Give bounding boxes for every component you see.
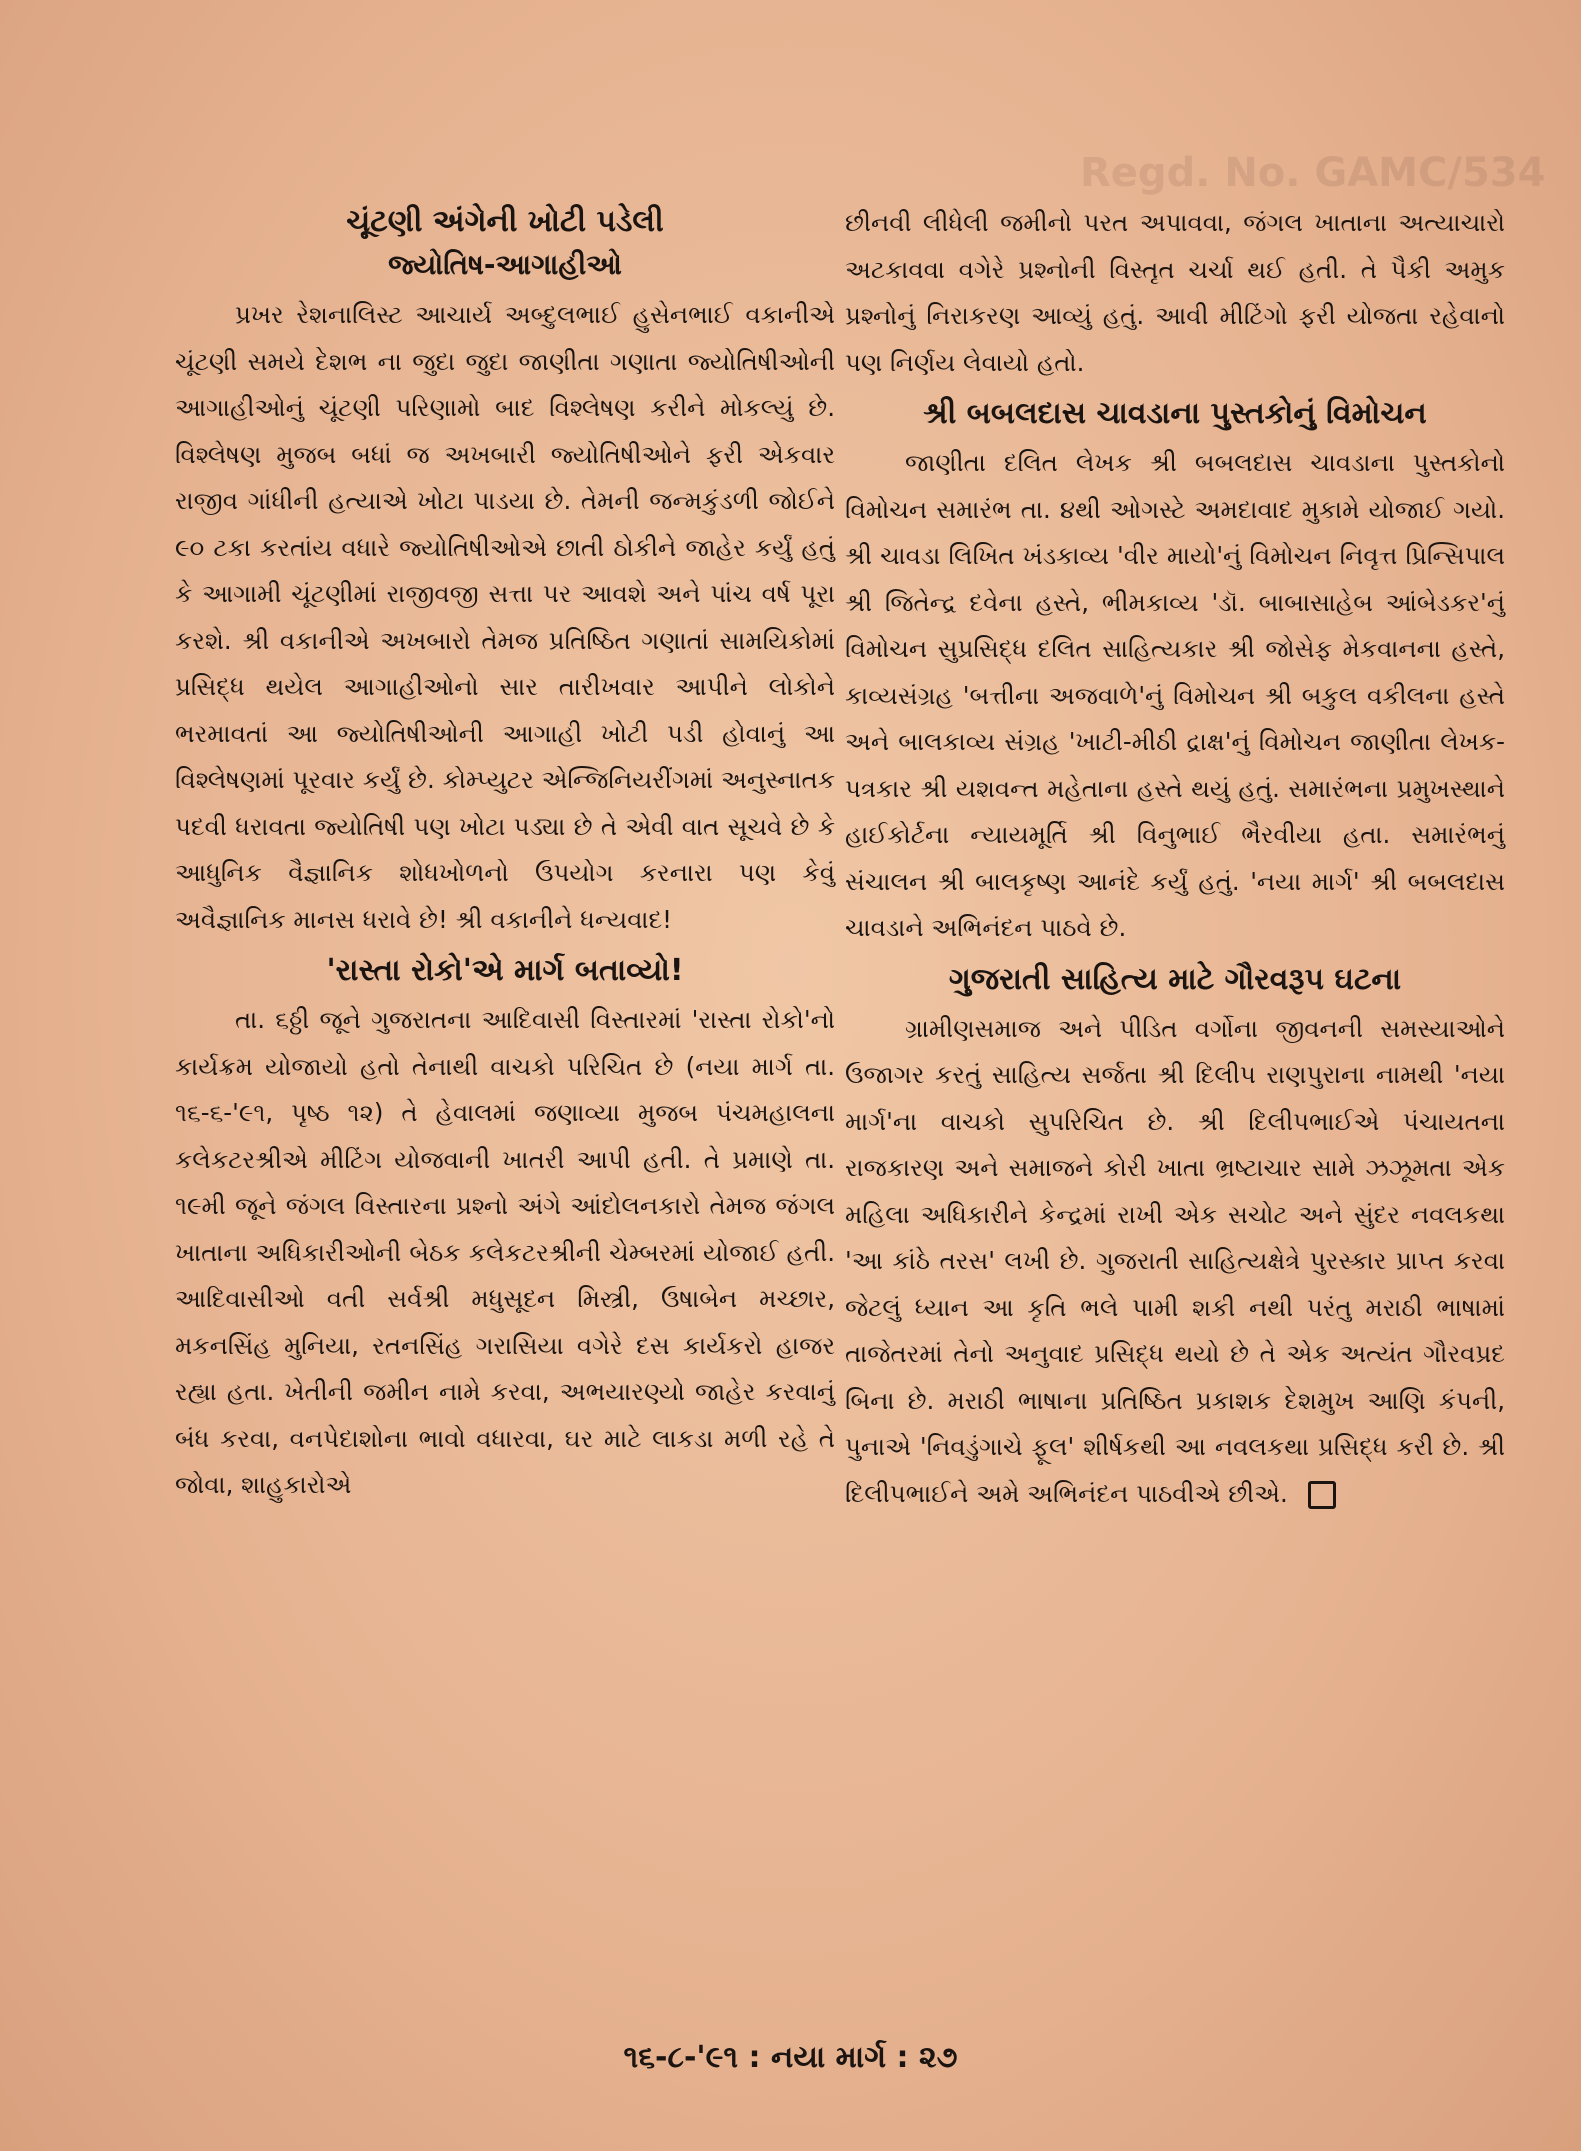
article2-body: તા. ૬ઠ્ઠી જૂને ગુજરાતના આદિવાસી વિસ્તારમાં 'રાસ્તા રોકો'નો કાર્યક્રમ યોજાયો હતો તેનાથી વાચકો પરિચિત છે (નયા માર્ગ તા. ૧૬-૬-'૯૧, પૃષ્ઠ ૧૨) તે હેવાલમાં જણાવ્યા મુજબ પંચમહાલના કલેકટરશ્રીએ મીટિંગ યોજવાની ખાતરી આપી હતી. તે પ્રમાણે તા. ૧૯મી જૂને જંગલ વિસ્તારના પ્રશ્નો અંગે આંદોલનકારો તેમજ જંગલ ખાતાના અધિકારીઓની બેઠક કલેકટરશ્રીની ચેમ્બરમાં યોજાઈ હતી. આદિવાસીઓ વતી સર્વશ્રી મધુસૂદન મિસ્ત્રી, ઉષાબેન મચ્છાર, મકનસિંહ મુનિયા, રતનસિંહ ગરાસિયા વગેરે દસ કાર્યકરો હાજર રહ્યા હતા. ખેતીની જમીન નામે કરવા, અભયારણ્યો જાહેર કરવાનું બંધ કરવા, વનપેદાશોના ભાવો વધારવા, ઘર માટે લાકડા મળી રહે તે જોવા, શાહુકારોએ [175, 1005, 835, 1499]
article3-body: જાણીતા દલિત લેખક શ્રી બબલદાસ ચાવડાના પુસ્તકોનો વિમોચન સમારંભ તા. ૪થી ઓગસ્ટે અમદાવાદ મુકામે યોજાઈ ગયો. શ્રી ચાવડા લિખિત ખંડકાવ્ય 'વીર માયો'નું વિમોચન નિવૃત્ત પ્રિન્સિપાલ શ્રી જિતેન્દ્ર દવેના હસ્તે, ભીમકાવ્ય 'ડૉ. બાબાસાહેબ આંબેડકર'નું વિમોચન સુપ્રસિદ્ધ દલિત સાહિત્યકાર શ્રી જોસેફ મેકવાનના હસ્તે, કાવ્યસંગ્રહ 'બત્તીના અજવાળે'નું વિમોચન શ્રી બકુલ વકીલના હસ્તે અને બાલકાવ્ય સંગ્રહ 'ખાટી-મીઠી દ્રાક્ષ'નું વિમોચન જાણીતા લેખક-પત્રકાર શ્રી યશવન્ત મહેતાના હસ્તે થયું હતું. સમારંભના પ્રમુખસ્થાને હાઈકોર્ટના ન્યાયમૂર્તિ શ્રી વિનુભાઈ ભૈરવીયા હતા. સમારંભનું સંચાલન શ્રી બાલકૃષ્ણ આનંદે કર્યું હતું. 'નયા માર્ગ' શ્રી બબલદાસ ચાવડાને અભિનંદન પાઠવે છે. [845, 448, 1505, 942]
article3-title: શ્રી બબલદાસ ચાવડાના પુસ્તકોનું વિમોચન [923, 396, 1427, 431]
right-column [845, 200, 1505, 1523]
article2-title: 'રાસ્તા રોકો'એ માર્ગ બતાવ્યો! [326, 953, 684, 988]
article2-body-continued: છીનવી લીધેલી જમીનો પરત અપાવવા, જંગલ ખાતાના અત્યાચારો અટકાવવા વગેરે પ્રશ્નોની વિસ્તૃત ચર્ચા થઈ હતી. તે પૈકી અમુક પ્રશ્નોનું નિરાકરણ આવ્યું હતું. આવી મીટિંગો ફરી યોજતા રહેવાનો પણ નિર્ણય લેવાયો હતો. [845, 208, 1505, 377]
end-of-article-icon [1308, 1481, 1336, 1509]
article4-title: ગુજરાતી સાહિત્ય માટે ગૌરવરૂપ ઘટના [948, 961, 1402, 997]
bleed-through-text: Regd. No. GAMC/534 [1080, 150, 1546, 196]
left-column [175, 200, 835, 1515]
page-footer: ૧૬-૮-'૯૧ : નયા માર્ગ : ૨૭ [623, 2040, 958, 2075]
article4-body [845, 1006, 1505, 1518]
article1-title-line2: જ્યોતિષ-આગાહીઓ [388, 248, 622, 281]
article1-body: પ્રખર રેશનાલિસ્ટ આચાર્ય અબ્દુલભાઈ હુસેનભાઈ વકાનીએ ચૂંટણી સમયે દેશભ ના જુદા જુદા જાણીતા ગણાતા જ્યોતિષીઓની આગાહીઓનું ચૂંટણી પરિણામો બાદ વિશ્લેષણ કરીને મોકલ્યું છે. વિશ્લેષણ મુજબ બધાં જ અખબારી જ્યોતિષીઓને ફરી એકવાર રાજીવ ગાંધીની હત્યાએ ખોટા પાડયા છે. તેમની જન્મકુંડળી જોઈને ૯૦ ટકા કરતાંય વધારે જ્યોતિષીઓએ છાતી ઠોકીને જાહેર કર્યું હતું કે આગામી ચૂંટણીમાં રાજીવજી સત્તા પર આવશે અને પાંચ વર્ષ પૂરા કરશે. શ્રી વકાનીએ અખબારો તેમજ પ્રતિષ્ઠિત ગણાતાં સામયિકોમાં પ્રસિદ્ધ થયેલ આગાહીઓનો સાર તારીખવાર આપીને લોકોને ભરમાવતાં આ જ્યોતિષીઓની આગાહી ખોટી પડી હોવાનું આ વિશ્લેષણમાં પૂરવાર કર્યું છે. કોમ્પ્યુટર એન્જિનિયરીંગમાં અનુસ્નાતક પદવી ધરાવતા જ્યોતિષી પણ ખોટા પડ્યા છે તે એવી વાત સૂચવે છે કે આધુનિક વૈજ્ઞાનિક શોધખોળનો ઉપયોગ કરનારા પણ કેવું અવૈજ્ઞાનિક માનસ ધરાવે છે! શ્રી વકાનીને ધન્યવાદ! [175, 300, 835, 934]
article4-text: ગ્રામીણસમાજ અને પીડિત વર્ગોના જીવનની સમસ્યાઓને ઉજાગર કરતું સાહિત્ય સર્જતા શ્રી દિલીપ રાણપુરાના નામથી 'નયા માર્ગ'ના વાચકો સુપરિચિત છે. શ્રી દિલીપભાઈએ પંચાયતના રાજકારણ અને સમાજને કોરી ખાતા ભ્રષ્ટાચાર સામે ઝઝૂમતા એક મહિલા અધિકારીને કેન્દ્રમાં રાખી એક સચોટ અને સુંદર નવલકથા 'આ કાંઠે તરસ' લખી છે. ગુજરાતી સાહિત્યક્ષેત્રે પુરસ્કાર પ્રાપ્ત કરવા જેટલું ધ્યાન આ કૃતિ ભલે પામી શકી નથી પરંતુ મરાઠી ભાષામાં તાજેતરમાં તેનો અનુવાદ પ્રસિદ્ધ થયો છે તે એક અત્યંત ગૌરવપ્રદ બિના છે. મરાઠી ભાષાના પ્રતિષ્ઠિત પ્રકાશક દેશમુખ આણિ કંપની, પુનાએ 'નિવડુંગાચે ફૂલ' શીર્ષકથી આ નવલકથા પ્રસિદ્ધ કરી છે. શ્રી દિલીપભાઈને અમે અભિનંદન પાઠવીએ છીએ. [845, 1013, 1505, 1508]
article1-title-line1: ચૂંટણી અંગેની ખોટી પડેલી [346, 204, 664, 239]
